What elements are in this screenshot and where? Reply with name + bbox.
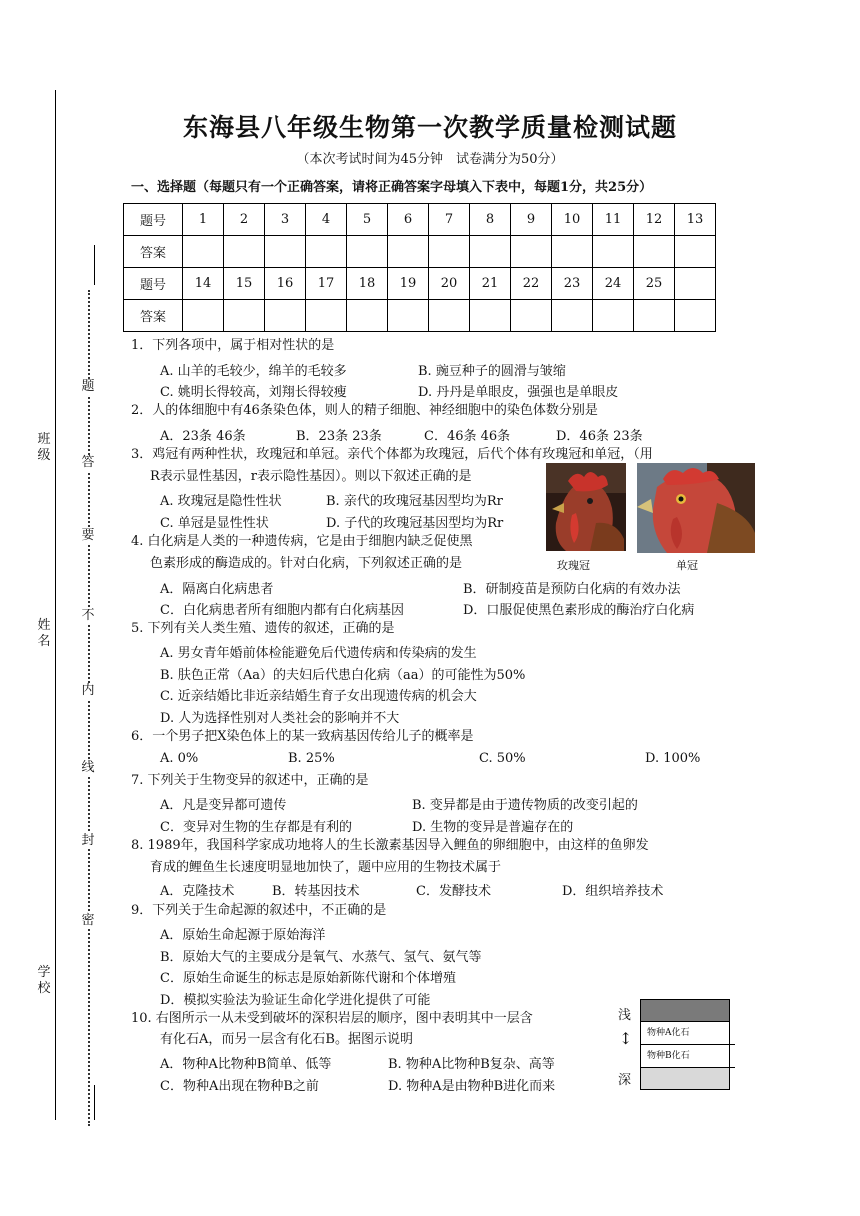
question-9: 9．下列关于生命起源的叙述中，不正确的是 bbox=[131, 903, 387, 918]
q10-option-c[interactable]: C．物种A出现在物种B之前 bbox=[160, 1079, 319, 1094]
q3-option-a[interactable]: A. 玫瑰冠是隐性性状 bbox=[160, 494, 282, 509]
rock-strata-diagram bbox=[640, 999, 730, 1090]
answer-cell[interactable] bbox=[429, 300, 470, 332]
q8-option-a[interactable]: A．克隆技术 bbox=[160, 884, 235, 899]
answer-cell[interactable] bbox=[675, 236, 716, 268]
strata-layer-bottom bbox=[641, 1068, 729, 1089]
q6-option-d[interactable]: D. 100% bbox=[645, 751, 701, 766]
answer-cell[interactable] bbox=[593, 236, 634, 268]
single-comb-rooster-photo bbox=[637, 463, 755, 553]
answer-cell[interactable] bbox=[429, 236, 470, 268]
q3-option-b[interactable]: B. 亲代的玫瑰冠基因型均为Rr bbox=[326, 494, 503, 509]
table-cell: 24 bbox=[593, 268, 634, 300]
answer-cell[interactable] bbox=[265, 300, 306, 332]
q6-option-c[interactable]: C. 50% bbox=[479, 751, 526, 766]
q1-option-b[interactable]: B. 豌豆种子的圆滑与皱缩 bbox=[418, 364, 566, 379]
table-cell: 1 bbox=[183, 204, 224, 236]
shallow-label: 浅 bbox=[618, 1008, 632, 1023]
table-cell: 25 bbox=[634, 268, 675, 300]
q2-option-b[interactable]: B．23条 23条 bbox=[296, 429, 382, 444]
table-cell: 16 bbox=[265, 268, 306, 300]
q7-option-d[interactable]: D. 生物的变异是普遍存在的 bbox=[412, 820, 574, 835]
answer-cell[interactable] bbox=[552, 300, 593, 332]
table-cell: 12 bbox=[634, 204, 675, 236]
strata-layer-top bbox=[641, 1000, 729, 1022]
table-cell: 22 bbox=[511, 268, 552, 300]
q9-option-b[interactable]: B．原始大气的主要成分是氧气、水蒸气、氢气、氨气等 bbox=[160, 950, 482, 965]
table-header-cell: 题号 bbox=[124, 268, 183, 300]
question-8-line-2: 育成的鲤鱼生长速度明显地加快了，题中应用的生物技术属于 bbox=[150, 860, 502, 875]
table-header-cell: 答案 bbox=[124, 236, 183, 268]
answer-cell[interactable] bbox=[552, 236, 593, 268]
q10-option-b[interactable]: B. 物种A比物种B复杂、高等 bbox=[388, 1057, 555, 1072]
table-header-cell: 题号 bbox=[124, 204, 183, 236]
answer-cell[interactable] bbox=[511, 236, 552, 268]
q6-option-a[interactable]: A. 0% bbox=[160, 751, 199, 766]
answer-cell[interactable] bbox=[634, 300, 675, 332]
q1-option-a[interactable]: A. 山羊的毛较少，绵羊的毛较多 bbox=[160, 364, 347, 379]
table-cell: 6 bbox=[388, 204, 429, 236]
table-row bbox=[124, 204, 716, 236]
q2-option-a[interactable]: A．23条 46条 bbox=[160, 429, 246, 444]
section-heading: 一、选择题（每题只有一个正确答案，请将正确答案字母填入下表中，每题1分，共25分） bbox=[131, 180, 653, 195]
binding-line-inner bbox=[94, 1085, 95, 1120]
deep-label: 深 bbox=[618, 1073, 632, 1088]
single-comb-caption: 单冠 bbox=[676, 559, 698, 572]
answer-table bbox=[123, 203, 716, 332]
q10-option-a[interactable]: A．物种A比物种B简单、低等 bbox=[160, 1057, 332, 1072]
answer-cell[interactable] bbox=[470, 236, 511, 268]
answer-cell[interactable] bbox=[675, 300, 716, 332]
question-4-line-1: 4. 白化病是人类的一种遗传病，它是由于细胞内缺乏促使黑 bbox=[131, 534, 473, 549]
question-7: 7. 下列关于生物变异的叙述中，正确的是 bbox=[131, 773, 369, 788]
q10-option-d[interactable]: D. 物种A是由物种B进化而来 bbox=[388, 1079, 556, 1094]
q8-option-d[interactable]: D．组织培养技术 bbox=[562, 884, 664, 899]
question-8-line-1: 8. 1989年，我国科学家成功地将人的生长激素基因导入鲤鱼的卵细胞中，由这样的鱼卵发 bbox=[131, 838, 649, 853]
q1-option-c[interactable]: C. 姚明长得较高，刘翔长得较瘦 bbox=[160, 385, 347, 400]
q2-option-c[interactable]: C．46条 46条 bbox=[424, 429, 511, 444]
question-2: 2．人的体细胞中有46条染色体，则人的精子细胞、神经细胞中的染色体数分别是 bbox=[131, 403, 598, 418]
q2-option-d[interactable]: D．46条 23条 bbox=[556, 429, 643, 444]
page-title: 东海县八年级生物第一次教学质量检测试题 bbox=[182, 113, 677, 142]
seal-char-7: 封 bbox=[81, 833, 95, 848]
table-cell: 8 bbox=[470, 204, 511, 236]
answer-cell[interactable] bbox=[347, 236, 388, 268]
table-cell: 20 bbox=[429, 268, 470, 300]
fossil-a-layer: 物种A化石 bbox=[641, 1022, 735, 1045]
question-5: 5. 下列有关人类生殖、遗传的叙述，正确的是 bbox=[131, 621, 395, 636]
table-cell bbox=[675, 268, 716, 300]
binding-dotted-line bbox=[88, 290, 90, 1126]
table-cell: 18 bbox=[347, 268, 388, 300]
answer-cell[interactable] bbox=[388, 236, 429, 268]
table-cell: 9 bbox=[511, 204, 552, 236]
answer-cell[interactable] bbox=[347, 300, 388, 332]
table-cell: 15 bbox=[224, 268, 265, 300]
binding-line-outer bbox=[55, 90, 56, 1120]
answer-cell[interactable] bbox=[183, 236, 224, 268]
name-label: 姓名 bbox=[37, 618, 51, 649]
school-label: 学校 bbox=[37, 965, 51, 996]
question-1: 1．下列各项中，属于相对性状的是 bbox=[131, 338, 335, 353]
table-cell: 23 bbox=[552, 268, 593, 300]
rooster-rose-image bbox=[546, 463, 626, 551]
answer-cell[interactable] bbox=[224, 300, 265, 332]
table-cell: 2 bbox=[224, 204, 265, 236]
q7-option-a[interactable]: A．凡是变异都可遗传 bbox=[160, 798, 287, 813]
seal-char-3: 要 bbox=[81, 528, 95, 543]
question-3-line-1: 3．鸡冠有两种性状，玫瑰冠和单冠。亲代个体都为玫瑰冠，后代个体有玫瑰冠和单冠，（用 bbox=[131, 447, 653, 462]
q7-option-b[interactable]: B. 变异都是由于遗传物质的改变引起的 bbox=[412, 798, 638, 813]
table-cell: 5 bbox=[347, 204, 388, 236]
table-cell: 21 bbox=[470, 268, 511, 300]
q4-option-d[interactable]: D．口服促使黑色素形成的酶治疗白化病 bbox=[463, 603, 695, 618]
answer-cell[interactable] bbox=[511, 300, 552, 332]
table-cell: 3 bbox=[265, 204, 306, 236]
q1-option-d[interactable]: D. 丹丹是单眼皮，强强也是单眼皮 bbox=[418, 385, 619, 400]
exam-subtitle: （本次考试时间为45分钟 试卷满分为50分） bbox=[296, 152, 564, 167]
table-row bbox=[124, 268, 716, 300]
q6-option-b[interactable]: B. 25% bbox=[288, 751, 335, 766]
class-field-line bbox=[55, 380, 56, 460]
rooster-single-image bbox=[637, 463, 755, 553]
answer-cell[interactable] bbox=[306, 300, 347, 332]
table-cell: 13 bbox=[675, 204, 716, 236]
table-cell: 14 bbox=[183, 268, 224, 300]
answer-cell[interactable] bbox=[634, 236, 675, 268]
question-4-line-2: 色素形成的酶造成的。针对白化病，下列叙述正确的是 bbox=[150, 556, 463, 571]
answer-cell[interactable] bbox=[265, 236, 306, 268]
answer-cell[interactable] bbox=[470, 300, 511, 332]
answer-cell[interactable] bbox=[388, 300, 429, 332]
table-cell: 11 bbox=[593, 204, 634, 236]
arrow-up-down-icon: ↕ bbox=[619, 1029, 633, 1048]
answer-cell[interactable] bbox=[224, 236, 265, 268]
q4-option-a[interactable]: A．隔离白化病患者 bbox=[160, 582, 274, 597]
fossil-b-layer: 物种B化石 bbox=[641, 1045, 735, 1068]
table-row bbox=[124, 300, 716, 332]
q3-option-c[interactable]: C. 单冠是显性性状 bbox=[160, 516, 269, 531]
table-cell: 19 bbox=[388, 268, 429, 300]
seal-char-4: 不 bbox=[81, 608, 95, 623]
seal-char-6: 线 bbox=[81, 760, 95, 775]
seal-char-8: 密 bbox=[81, 913, 95, 928]
q9-option-a[interactable]: A．原始生命起源于原始海洋 bbox=[160, 928, 326, 943]
seal-char-2: 答 bbox=[81, 455, 95, 470]
answer-cell[interactable] bbox=[593, 300, 634, 332]
q5-option-d[interactable]: D. 人为选择性别对人类社会的影响并不大 bbox=[160, 711, 400, 726]
rose-comb-rooster-photo bbox=[546, 463, 626, 551]
table-header-cell: 答案 bbox=[124, 300, 183, 332]
table-row bbox=[124, 236, 716, 268]
q4-option-c[interactable]: C．白化病患者所有细胞内都有白化病基因 bbox=[160, 603, 404, 618]
seal-char-1: 题 bbox=[81, 379, 95, 394]
table-cell: 4 bbox=[306, 204, 347, 236]
answer-cell[interactable] bbox=[306, 236, 347, 268]
q8-option-b[interactable]: B．转基因技术 bbox=[272, 884, 360, 899]
q5-option-b[interactable]: B. 肤色正常（Aa）的夫妇后代患白化病（aa）的可能性为50% bbox=[160, 668, 526, 683]
q9-option-c[interactable]: C．原始生命诞生的标志是原始新陈代谢和个体增殖 bbox=[160, 971, 456, 986]
binding-line-top bbox=[94, 245, 95, 285]
question-6: 6．一个男子把X染色体上的某一致病基因传给儿子的概率是 bbox=[131, 729, 474, 744]
q8-option-c[interactable]: C．发酵技术 bbox=[416, 884, 491, 899]
table-cell: 10 bbox=[552, 204, 593, 236]
class-label: 班级 bbox=[37, 432, 51, 463]
q5-option-c[interactable]: C. 近亲结婚比非近亲结婚生育子女出现遗传病的机会大 bbox=[160, 689, 477, 704]
question-10-line-1: 10. 右图所示一从未受到破坏的深积岩层的顺序，图中表明其中一层含 bbox=[131, 1011, 533, 1026]
seal-char-5: 内 bbox=[81, 683, 95, 698]
q4-option-b[interactable]: B．研制疫苗是预防白化病的有效办法 bbox=[463, 582, 681, 597]
question-10-line-2: 有化石A，而另一层含有化石B。据图示说明 bbox=[160, 1032, 413, 1047]
q5-option-a[interactable]: A. 男女青年婚前体检能避免后代遗传病和传染病的发生 bbox=[160, 646, 477, 661]
table-cell: 17 bbox=[306, 268, 347, 300]
question-3-line-2: R表示显性基因，r表示隐性基因）。则以下叙述正确的是 bbox=[150, 469, 472, 484]
q9-option-d[interactable]: D．模拟实验法为验证生命化学进化提供了可能 bbox=[160, 993, 431, 1008]
q3-option-d[interactable]: D. 子代的玫瑰冠基因型均为Rr bbox=[326, 516, 504, 531]
table-cell: 7 bbox=[429, 204, 470, 236]
answer-cell[interactable] bbox=[183, 300, 224, 332]
rose-comb-caption: 玫瑰冠 bbox=[557, 559, 590, 572]
q7-option-c[interactable]: C．变异对生物的生存都是有利的 bbox=[160, 820, 352, 835]
